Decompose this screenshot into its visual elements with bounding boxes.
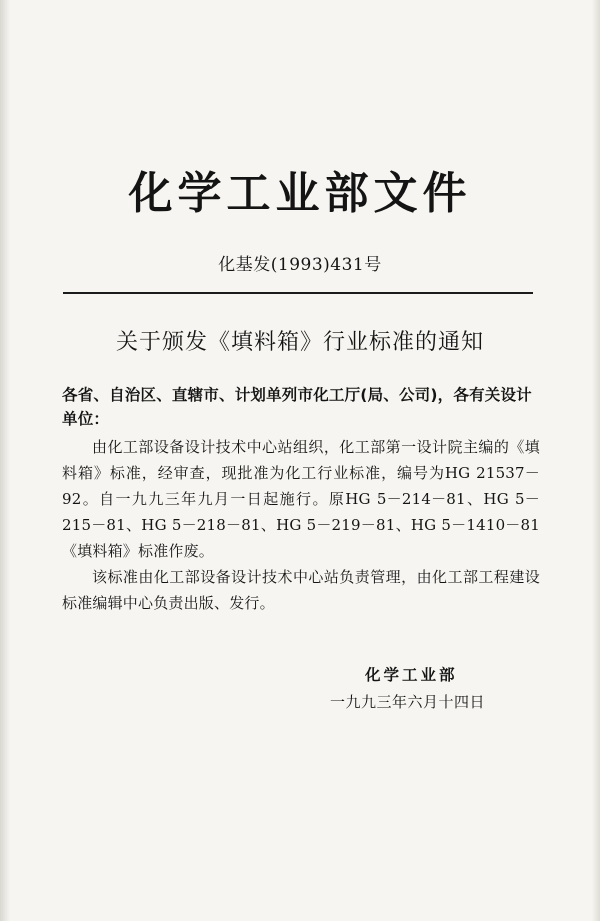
scan-edge-right (592, 0, 600, 921)
body-paragraph: 由化工部设备设计技术中心站组织，化工部第一设计院主编的《填料箱》标准，经审查，现批准为化工行业标准，编号为HG 21537－92。自一九九三年九月一日起施行。原HG 5－214－81、HG 5－215－81、HG 5－218－81、HG 5－219－81、HG 5－1410－81《填料箱》标准作废。 (62, 438, 540, 560)
body-paragraph: 该标准由化工部设备设计技术中心站负责管理，由化工部工程建设标准编辑中心负责出版、发行。 (62, 568, 540, 612)
issuing-authority: 化学工业部 (365, 666, 458, 684)
notice-body (62, 434, 540, 616)
addressee: 各省、自治区、直辖市、计划单列市化工厅(局、公司)，各有关设计单位： (62, 386, 532, 428)
issue-date: 一九九三年六月十四日 (330, 693, 486, 711)
document-header-title: 化学工业部文件 (128, 168, 472, 219)
document-number: 化基发(1993)431号 (218, 255, 382, 275)
notice-title: 关于颁发《填料箱》行业标准的通知 (115, 330, 484, 355)
scan-edge-left (0, 0, 10, 921)
header-divider (63, 292, 533, 294)
